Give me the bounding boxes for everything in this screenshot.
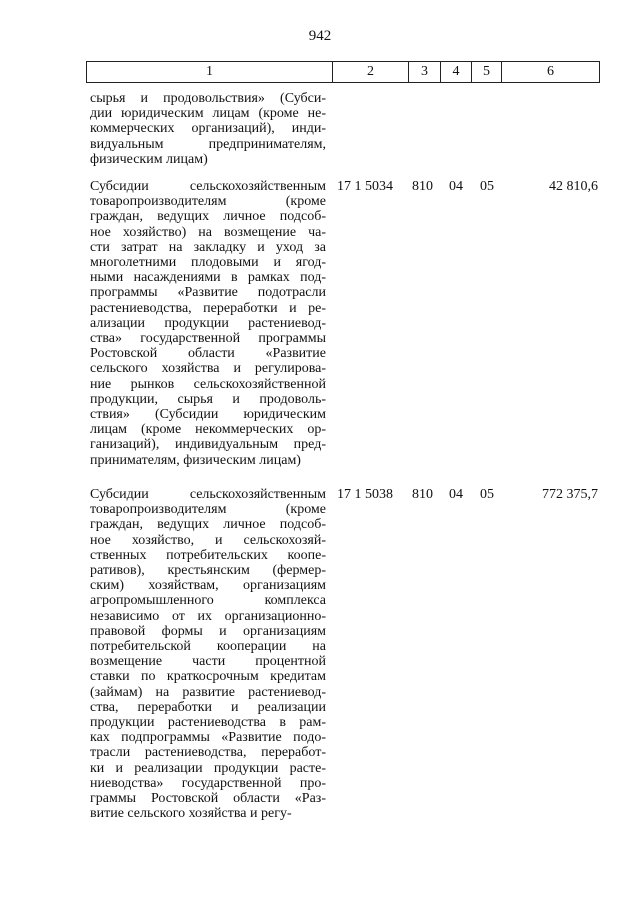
row-description	[90, 91, 326, 167]
description-line: ства» государственной программы	[90, 331, 326, 347]
description-line: граммы Ростовской области «Раз-	[90, 791, 326, 807]
header-col-4: 4	[441, 62, 472, 82]
description-line: растениеводства, переработки и ре-	[90, 300, 326, 316]
description-line: потребительской кооперации на	[90, 639, 326, 655]
description-line: Субсидии сельскохозяйственным	[90, 487, 326, 502]
description-line: коммерческих организаций), инди-	[90, 121, 326, 137]
description-line: ках подпрограммы «Развитие подо-	[90, 730, 326, 746]
description-line: ганизаций), индивидуальным пред-	[90, 437, 326, 453]
description-line: независимо от их организационно-	[90, 608, 326, 624]
description-line: (займам) на развитие растениевод-	[90, 684, 326, 700]
header-col-5: 5	[472, 62, 502, 82]
row-description	[90, 179, 326, 468]
subsection-cell: 05	[480, 487, 494, 502]
description-line: возмещение части процентной	[90, 654, 326, 670]
description-line: ствия» (Субсидии юридическим	[90, 407, 326, 423]
header-col-6: 6	[547, 64, 554, 79]
description-line: ставки по краткосрочным кредитам	[90, 669, 326, 685]
target-article-cell: 17 1 5038	[337, 487, 393, 502]
description-line: ное хозяйство, и сельскохозяй-	[90, 532, 326, 548]
section-cell: 04	[449, 179, 463, 194]
description-line: ниеводства» государственной про-	[90, 775, 326, 791]
description-line: лицам (кроме некоммерческих ор-	[90, 422, 326, 438]
description-line: ализации продукции растениевод-	[90, 315, 326, 331]
description-line: сырья и продовольствия» (Субси-	[90, 91, 326, 106]
description-line: принимателям, физическим лицам)	[90, 452, 301, 468]
header-col-3: 3	[409, 62, 441, 82]
row-description	[90, 487, 326, 821]
description-line: товаропроизводителям (кроме	[90, 194, 326, 210]
header-col-2: 2	[333, 62, 409, 82]
description-line: граждан, ведущих личное подсоб-	[90, 517, 326, 533]
description-line: ние рынков сельскохозяйственной	[90, 376, 326, 392]
description-line: ки и реализации продукции расте-	[90, 760, 326, 776]
expense-type-cell: 810	[412, 487, 433, 502]
description-line: продукции, сырья и продоволь-	[90, 391, 326, 407]
description-line: ными насаждениями в рамках под-	[90, 270, 326, 286]
description-line: граждан, ведущих личное подсоб-	[90, 209, 326, 225]
table-header	[86, 61, 600, 83]
description-line: ративов), крестьянским (фермер-	[90, 563, 326, 579]
amount-cell: 42 810,6	[549, 179, 598, 194]
description-line: физическим лицам)	[90, 151, 208, 167]
header-col-1: 1	[87, 62, 333, 82]
description-line: витие сельского хозяйства и регу-	[90, 806, 292, 822]
description-line: программы «Развитие подотрасли	[90, 285, 326, 301]
description-line: ским) хозяйствам, организациям	[90, 578, 326, 594]
amount-cell: 772 375,7	[542, 487, 598, 502]
description-line: трасли растениеводства, переработ-	[90, 745, 326, 761]
section-cell: 04	[449, 487, 463, 502]
description-line: Ростовской области «Развитие	[90, 346, 326, 362]
description-line: агропромышленного комплекса	[90, 593, 326, 609]
description-line: ственных потребительских коопе-	[90, 547, 326, 563]
description-line: ное хозяйство) на возмещение ча-	[90, 224, 326, 240]
description-line: многолетними плодовыми и ягод-	[90, 255, 326, 271]
subsection-cell: 05	[480, 179, 494, 194]
description-line: правовой формы и организациям	[90, 623, 326, 639]
description-line: сти затрат на закладку и уход за	[90, 239, 326, 255]
description-line: продукции растениеводства в рам-	[90, 715, 326, 731]
description-line: видуальным предпринимателям,	[90, 136, 326, 152]
description-line: сельского хозяйства и регулирова-	[90, 361, 326, 377]
page-number: 942	[308, 28, 332, 44]
target-article-cell: 17 1 5034	[337, 179, 393, 194]
description-line: товаропроизводителям (кроме	[90, 502, 326, 518]
description-line: дии юридическим лицам (кроме не-	[90, 106, 326, 122]
description-line: Субсидии сельскохозяйственным	[90, 179, 326, 194]
expense-type-cell: 810	[412, 179, 433, 194]
description-line: ства, переработки и реализации	[90, 699, 326, 715]
